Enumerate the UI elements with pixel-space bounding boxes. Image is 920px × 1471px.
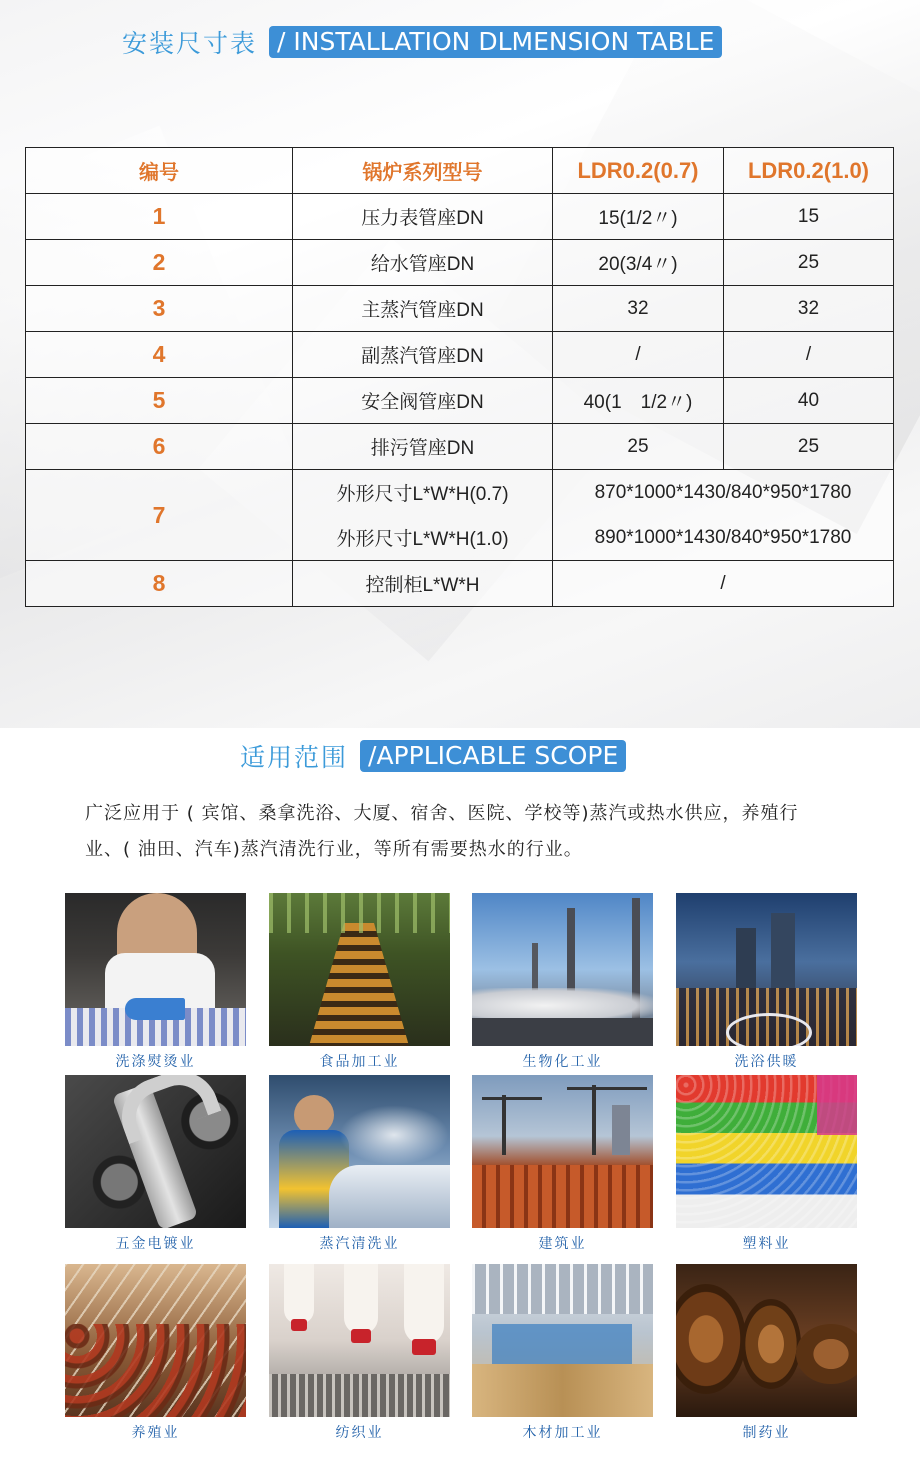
wrench-hardware-photo [65, 1075, 246, 1228]
car-washing-photo [269, 1075, 450, 1228]
industry-tile [676, 1075, 857, 1253]
row-item-name: 排污管座DN [293, 424, 553, 470]
row-value-b: 15 [724, 194, 894, 240]
industry-label: 养殖业 [131, 1425, 180, 1441]
row-item-name: 副蒸汽管座DN [293, 332, 553, 378]
industry-label: 蒸汽清洗业 [319, 1236, 400, 1252]
industry-label: 木材加工业 [522, 1425, 603, 1441]
row-item-name: 外形尺寸L*W*H(0.7) [293, 470, 553, 516]
installation-heading [122, 24, 722, 60]
installation-title-cn: 安装尺寸表 [122, 29, 258, 58]
industry-tile [65, 1075, 246, 1253]
row-number: 3 [26, 286, 293, 332]
chemical-plant-photo [472, 893, 653, 1046]
intro-line: 广泛应用于 ( 宾馆、桑拿洗浴、大厦、宿舍、医院、学校等)蒸汽或热水供应，养殖行 [85, 803, 799, 824]
industry-label: 五金电镀业 [115, 1236, 196, 1252]
row-number: 5 [26, 378, 293, 424]
row-value-a: 40(1 1/2〃) [553, 378, 724, 424]
plastic-pellets-photo [676, 1075, 857, 1228]
industry-tile [472, 1264, 653, 1442]
barrel-cellar-photo [676, 1264, 857, 1417]
row-item-name: 主蒸汽管座DN [293, 286, 553, 332]
industry-tile [269, 893, 450, 1071]
industry-label: 纺织业 [335, 1425, 384, 1441]
row-value-a: 15(1/2〃) [553, 194, 724, 240]
row-value-a: 32 [553, 286, 724, 332]
row-number: 8 [26, 561, 293, 607]
table-row [26, 332, 894, 378]
industry-tile [65, 1264, 246, 1442]
table-row [26, 240, 894, 286]
industry-tile [472, 893, 653, 1071]
scope-heading [240, 738, 626, 774]
row-item-name: 安全阀管座DN [293, 378, 553, 424]
scope-intro [85, 796, 855, 868]
row-value-merged: / [553, 561, 894, 607]
industry-tile [676, 1264, 857, 1442]
construction-site-photo [472, 1075, 653, 1228]
row-number: 7 [26, 470, 293, 561]
row-value-b: 32 [724, 286, 894, 332]
row-item-name: 控制柜L*W*H [293, 561, 553, 607]
textile-spindles-photo [269, 1264, 450, 1417]
poultry-farm-photo [65, 1264, 246, 1417]
industry-tile [472, 1075, 653, 1253]
table-row [26, 286, 894, 332]
scope-title-en: /APPLICABLE SCOPE [360, 740, 626, 772]
header-number: 编号 [26, 148, 293, 194]
wood-factory-photo [472, 1264, 653, 1417]
row-item-name: 外形尺寸L*W*H(1.0) [293, 515, 553, 561]
row-number: 6 [26, 424, 293, 470]
row-value-a: / [553, 332, 724, 378]
installation-title-en: / INSTALLATION DLMENSION TABLE [269, 26, 722, 58]
row-number: 4 [26, 332, 293, 378]
industry-label: 食品加工业 [319, 1054, 400, 1070]
industry-label: 洗涤熨烫业 [115, 1054, 196, 1070]
food-production-line-photo [269, 893, 450, 1046]
table-row [26, 424, 894, 470]
industry-label: 建筑业 [538, 1236, 587, 1252]
table-row [26, 378, 894, 424]
row-value-a: 25 [553, 424, 724, 470]
city-skyline-photo [676, 893, 857, 1046]
scope-title-cn: 适用范围 [240, 743, 349, 772]
installation-dimension-table [25, 147, 894, 607]
industry-label: 洗浴供暖 [734, 1054, 799, 1070]
row-value-b: 25 [724, 424, 894, 470]
row-value-merged: 890*1000*1430/840*950*1780 [553, 515, 894, 561]
industry-label: 制药业 [742, 1425, 791, 1441]
table-row [26, 194, 894, 240]
header-model-b: LDR0.2(1.0) [724, 148, 894, 194]
industry-label: 塑料业 [742, 1236, 791, 1252]
row-value-b: / [724, 332, 894, 378]
row-value-a: 20(3/4〃) [553, 240, 724, 286]
row-number: 1 [26, 194, 293, 240]
industry-tile [65, 893, 246, 1071]
ironing-photo [65, 893, 246, 1046]
row-value-b: 25 [724, 240, 894, 286]
industry-tile [269, 1264, 450, 1442]
industry-label: 生物化工业 [522, 1054, 603, 1070]
intro-line: 业、( 油田、汽车)蒸汽清洗行业，等所有需要热水的行业。 [85, 839, 583, 860]
row-item-name: 给水管座DN [293, 240, 553, 286]
header-model: 锅炉系列型号 [293, 148, 553, 194]
table-row-dimensions [26, 470, 894, 516]
header-model-a: LDR0.2(0.7) [553, 148, 724, 194]
row-value-merged: 870*1000*1430/840*950*1780 [553, 470, 894, 516]
row-number: 2 [26, 240, 293, 286]
industry-tile [676, 893, 857, 1071]
row-item-name: 压力表管座DN [293, 194, 553, 240]
table-header-row [26, 148, 894, 194]
table-row [26, 561, 894, 607]
industry-tile [269, 1075, 450, 1253]
row-value-b: 40 [724, 378, 894, 424]
